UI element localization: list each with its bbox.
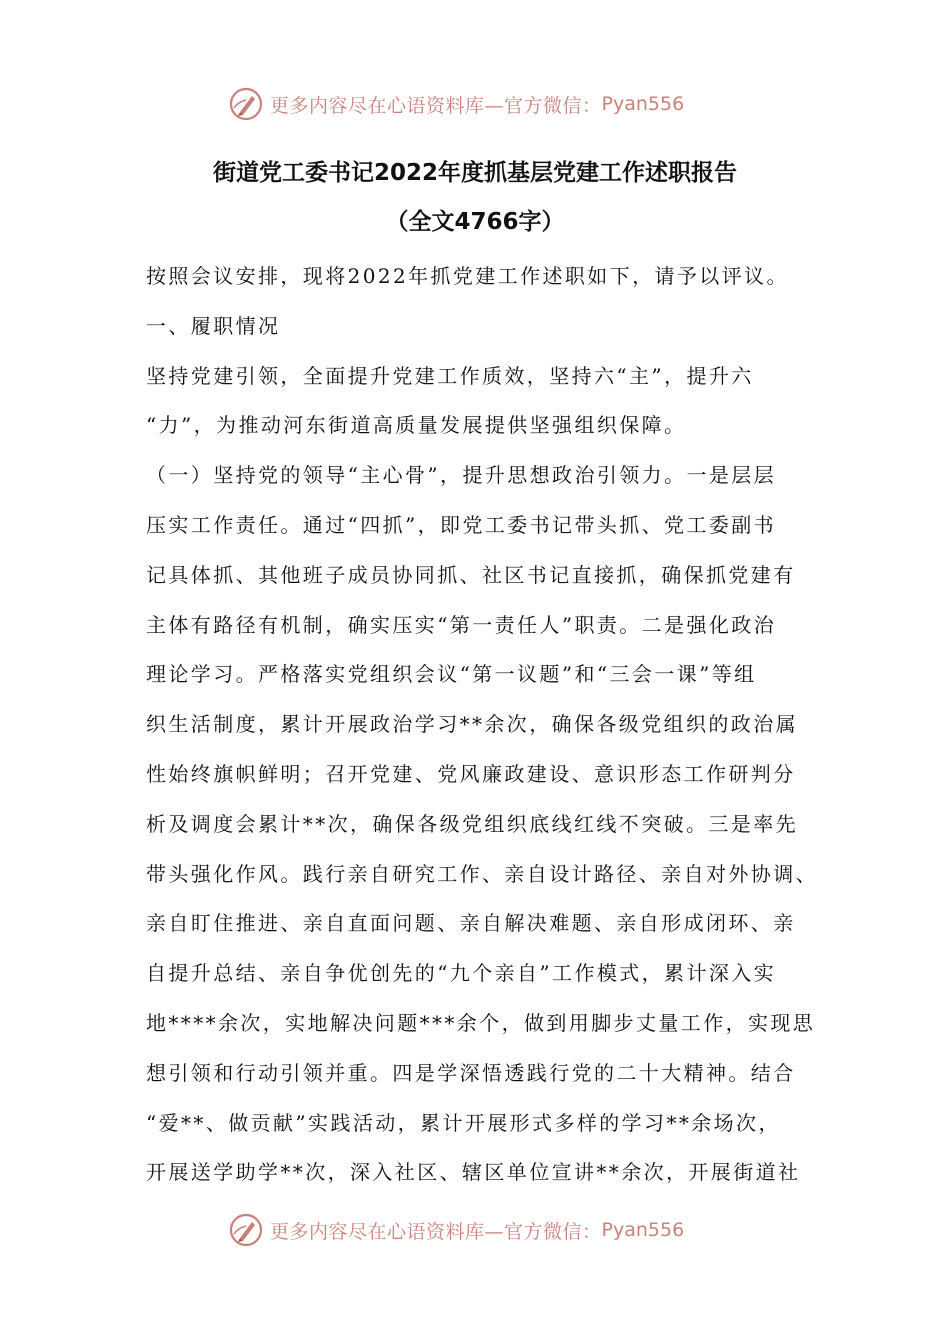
document-subtitle: （全文4766字） bbox=[385, 209, 565, 235]
body-line: 开展送学助学**次，深入社区、辖区单位宣讲**余次，开展街道社 bbox=[146, 1160, 801, 1185]
body-line: 析及调度会累计**次，确保各级党组织底线红线不突破。三是率先 bbox=[146, 811, 798, 836]
body-line: 地****余次，实地解决问题***余个，做到用脚步丈量工作，实现思 bbox=[146, 1010, 816, 1035]
document-body bbox=[146, 252, 826, 1198]
body-line: （一）坚持党的领导“主心骨”，提升思想政治引领力。一是层层 bbox=[146, 463, 777, 488]
document-title: 街道党工委书记2022年度抓基层党建工作述职报告 bbox=[212, 160, 737, 186]
watermark-text: 更多内容尽在心语资料库—官方微信： bbox=[270, 1220, 602, 1243]
body-line: 自提升总结、亲自争优创先的“九个亲自”工作模式，累计深入实 bbox=[146, 961, 777, 986]
body-line: 按照会议安排，现将2022年抓党建工作述职如下，请予以评议。 bbox=[146, 264, 789, 288]
watermark-banner-top bbox=[228, 84, 684, 124]
body-line: 带头强化作风。践行亲自研究工作、亲自设计路径、亲自对外协调、 bbox=[146, 861, 818, 886]
body-line: 主体有路径有机制，确实压实“第一责任人”职责。二是强化政治 bbox=[146, 612, 777, 637]
watermark-banner-bottom bbox=[228, 1210, 684, 1250]
body-line: 织生活制度，累计开展政治学习**余次，确保各级党组织的政治属 bbox=[146, 712, 798, 737]
section-heading: 一、履职情况 bbox=[146, 313, 281, 338]
body-line: 想引领和行动引领并重。四是学深悟透践行党的二十大精神。结合 bbox=[146, 1060, 796, 1085]
body-line: 理论学习。严格落实党组织会议“第一议题”和“三会一课”等组 bbox=[146, 662, 757, 687]
body-line: 亲自盯住推进、亲自直面问题、亲自解决难题、亲自形成闭环、亲 bbox=[146, 911, 796, 936]
body-line: 压实工作责任。通过“四抓”，即党工委书记带头抓、党工委副书 bbox=[146, 512, 777, 537]
body-line: “力”，为推动河东街道高质量发展提供坚强组织保障。 bbox=[146, 413, 687, 438]
pen-logo-icon bbox=[228, 1212, 264, 1248]
pen-logo-icon bbox=[228, 86, 264, 122]
watermark-handle: Pyan556 bbox=[601, 1219, 685, 1241]
watermark-handle: Pyan556 bbox=[601, 93, 685, 115]
body-line: “爱**、做贡献”实践活动，累计开展形式多样的学习**余场次， bbox=[146, 1110, 781, 1135]
body-line: 记具体抓、其他班子成员协同抓、社区书记直接抓，确保抓党建有 bbox=[146, 562, 796, 587]
body-line: 性始终旗帜鲜明；召开党建、党风廉政建设、意识形态工作研判分 bbox=[146, 761, 796, 786]
body-line: 坚持党建引领，全面提升党建工作质效，坚持六“主”，提升六 bbox=[146, 363, 754, 388]
watermark-text: 更多内容尽在心语资料库—官方微信： bbox=[270, 94, 602, 117]
